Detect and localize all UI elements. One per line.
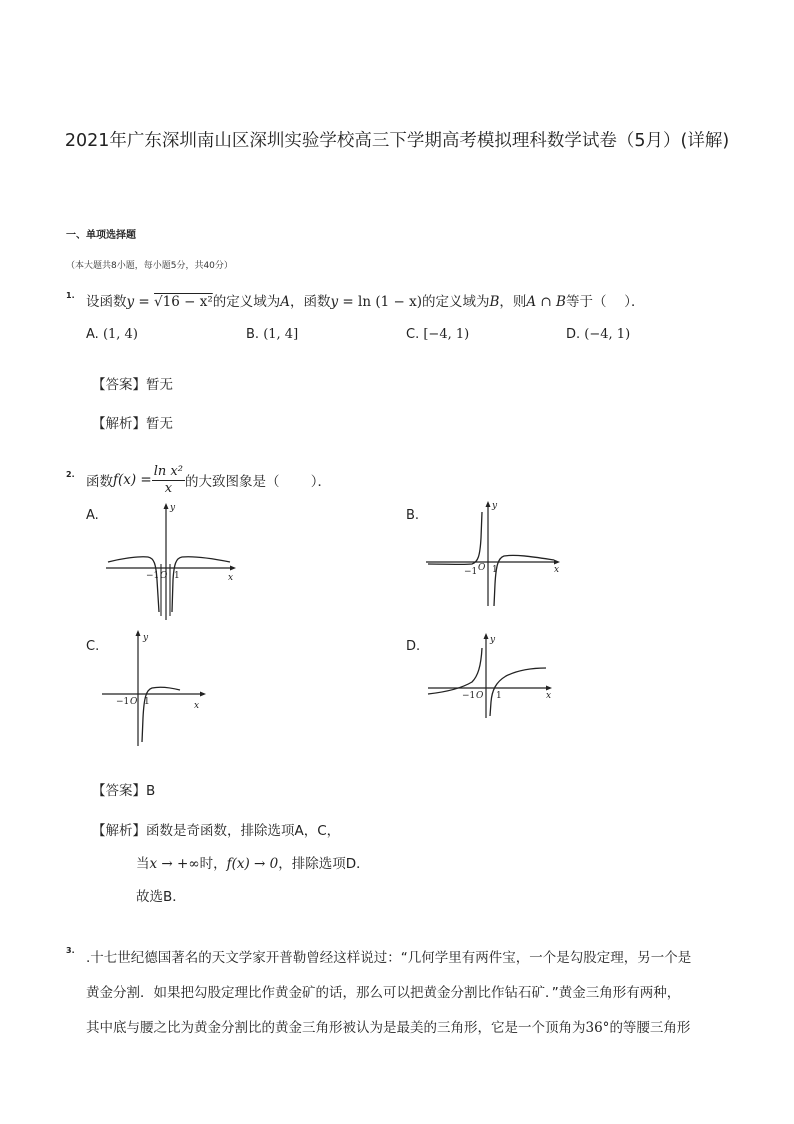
q1-eq2: = ln (1 − x): [338, 294, 422, 310]
section-note: （本大题共8小题，每小题5分，共40分）: [66, 261, 233, 271]
label-neg1: −1: [116, 697, 130, 707]
label-neg1: −1: [146, 571, 160, 581]
q1-answer: 【答案】暂无: [92, 377, 173, 393]
q1-mid3: 的定义域为: [421, 294, 490, 310]
q3-line2: 黄金分割．如果把勾股定理比作黄金矿的话，那么可以把黄金分割比作钻石矿．”黄金三角形有两种，: [86, 985, 681, 1001]
q3-line3: 其中底与腰之比为黄金分割比的黄金三角形被认为是最美的三角形，它是一个顶角为36°的等腰三角形: [86, 1020, 691, 1036]
label-y: y: [490, 635, 496, 645]
label-pos1: 1: [496, 691, 502, 701]
q1-y1: y: [126, 294, 135, 310]
q1-cap: A ∩ B: [526, 294, 566, 310]
q1-option-b[interactable]: B. (1, 4]: [246, 327, 299, 342]
q2-graph-a[interactable]: [104, 500, 240, 620]
q1-option-a[interactable]: A. (1, 4): [86, 327, 138, 342]
label-o: O: [130, 697, 138, 707]
q2-answer: 【答案】B: [92, 783, 156, 799]
q1-sqrt: √16 − x²: [154, 294, 213, 310]
label-x: x: [228, 573, 234, 583]
label-x: x: [546, 691, 552, 701]
q3-line1: .十七世纪德国著名的天文学家开普勒曾经这样说过：“几何学里有两件宝，一个是勾股定理，另一个是: [86, 950, 692, 966]
label-pos1: 1: [174, 571, 180, 581]
curve-left: [428, 648, 482, 694]
label-o: O: [476, 691, 484, 701]
label-y: y: [143, 633, 149, 643]
q1-mid1: 的定义域为: [212, 294, 281, 310]
x-axis-arrow: [200, 692, 206, 697]
label-y: y: [492, 501, 498, 511]
q2-suffix: 的大致图象是（ ）．: [184, 474, 332, 490]
q2-stem: [86, 462, 331, 498]
y-axis-arrow: [486, 501, 491, 507]
label-neg1: −1: [464, 567, 478, 577]
curve-left: [108, 557, 159, 612]
x-axis-arrow: [546, 686, 552, 691]
q2-option-a-label[interactable]: A.: [86, 508, 99, 523]
label-pos1: 1: [144, 697, 150, 707]
q2-option-d-label[interactable]: D.: [406, 639, 421, 654]
q3-number: 3.: [66, 946, 75, 955]
y-axis-arrow: [136, 630, 141, 636]
q2-number: 2.: [66, 470, 75, 479]
q1-set-a: A: [280, 294, 290, 310]
q1-eq1: =: [134, 294, 155, 310]
page-title: 2021年广东深圳南山区深圳实验学校高三下学期高考模拟理科数学试卷（5月）(详解): [64, 131, 730, 151]
section-heading: 一、单项选择题: [66, 230, 136, 241]
q2-analysis-line2: 当x → +∞时，f(x) → 0，排除选项D．: [136, 856, 370, 872]
x-axis-arrow: [554, 560, 560, 565]
q2-frac-den: x: [164, 480, 173, 496]
y-axis-arrow: [484, 633, 489, 639]
q1-prefix: 设函数: [86, 294, 127, 310]
q1-option-c[interactable]: C. [−4, 1): [406, 327, 470, 342]
q1-stem: [86, 290, 645, 310]
q1-set-b: B: [489, 294, 500, 310]
label-x: x: [554, 565, 560, 575]
q1-analysis: 【解析】暂无: [92, 416, 173, 432]
q1-mid2: ，函数: [290, 294, 331, 310]
label-y: y: [170, 503, 176, 513]
label-o: O: [478, 563, 486, 573]
curve-right: [172, 557, 230, 612]
q1-option-d[interactable]: D. (−4, 1): [566, 327, 631, 342]
label-neg1: −1: [462, 691, 476, 701]
q1-y2: y: [330, 294, 339, 310]
curve-right: [494, 555, 554, 606]
q2-graph-b[interactable]: [424, 498, 564, 608]
q2-graph-c[interactable]: [100, 628, 210, 748]
label-pos1: 1: [492, 565, 498, 575]
q2-prefix: 函数: [86, 474, 113, 490]
label-o: O: [160, 571, 168, 581]
q2-option-b-label[interactable]: B.: [406, 508, 420, 523]
label-x: x: [194, 701, 200, 711]
x-axis-arrow: [230, 566, 236, 571]
q2-analysis-line1: 【解析】函数是奇函数，排除选项A，C，: [92, 823, 341, 839]
q1-mid4: ，则: [499, 294, 527, 310]
q2-analysis-line3: 故选B．: [136, 889, 186, 905]
q2-fx: f(x) =: [113, 472, 152, 488]
q2-frac-num: ln x²: [153, 463, 183, 479]
y-axis-arrow: [164, 503, 169, 509]
q1-number: 1.: [66, 291, 75, 300]
q2-graph-d[interactable]: [426, 630, 558, 720]
q2-option-c-label[interactable]: C.: [86, 639, 100, 654]
q2-fraction: [152, 464, 185, 497]
curve-right: [142, 687, 180, 742]
curve-left: [428, 512, 482, 564]
q1-suffix: 等于（ ）．: [565, 294, 645, 310]
